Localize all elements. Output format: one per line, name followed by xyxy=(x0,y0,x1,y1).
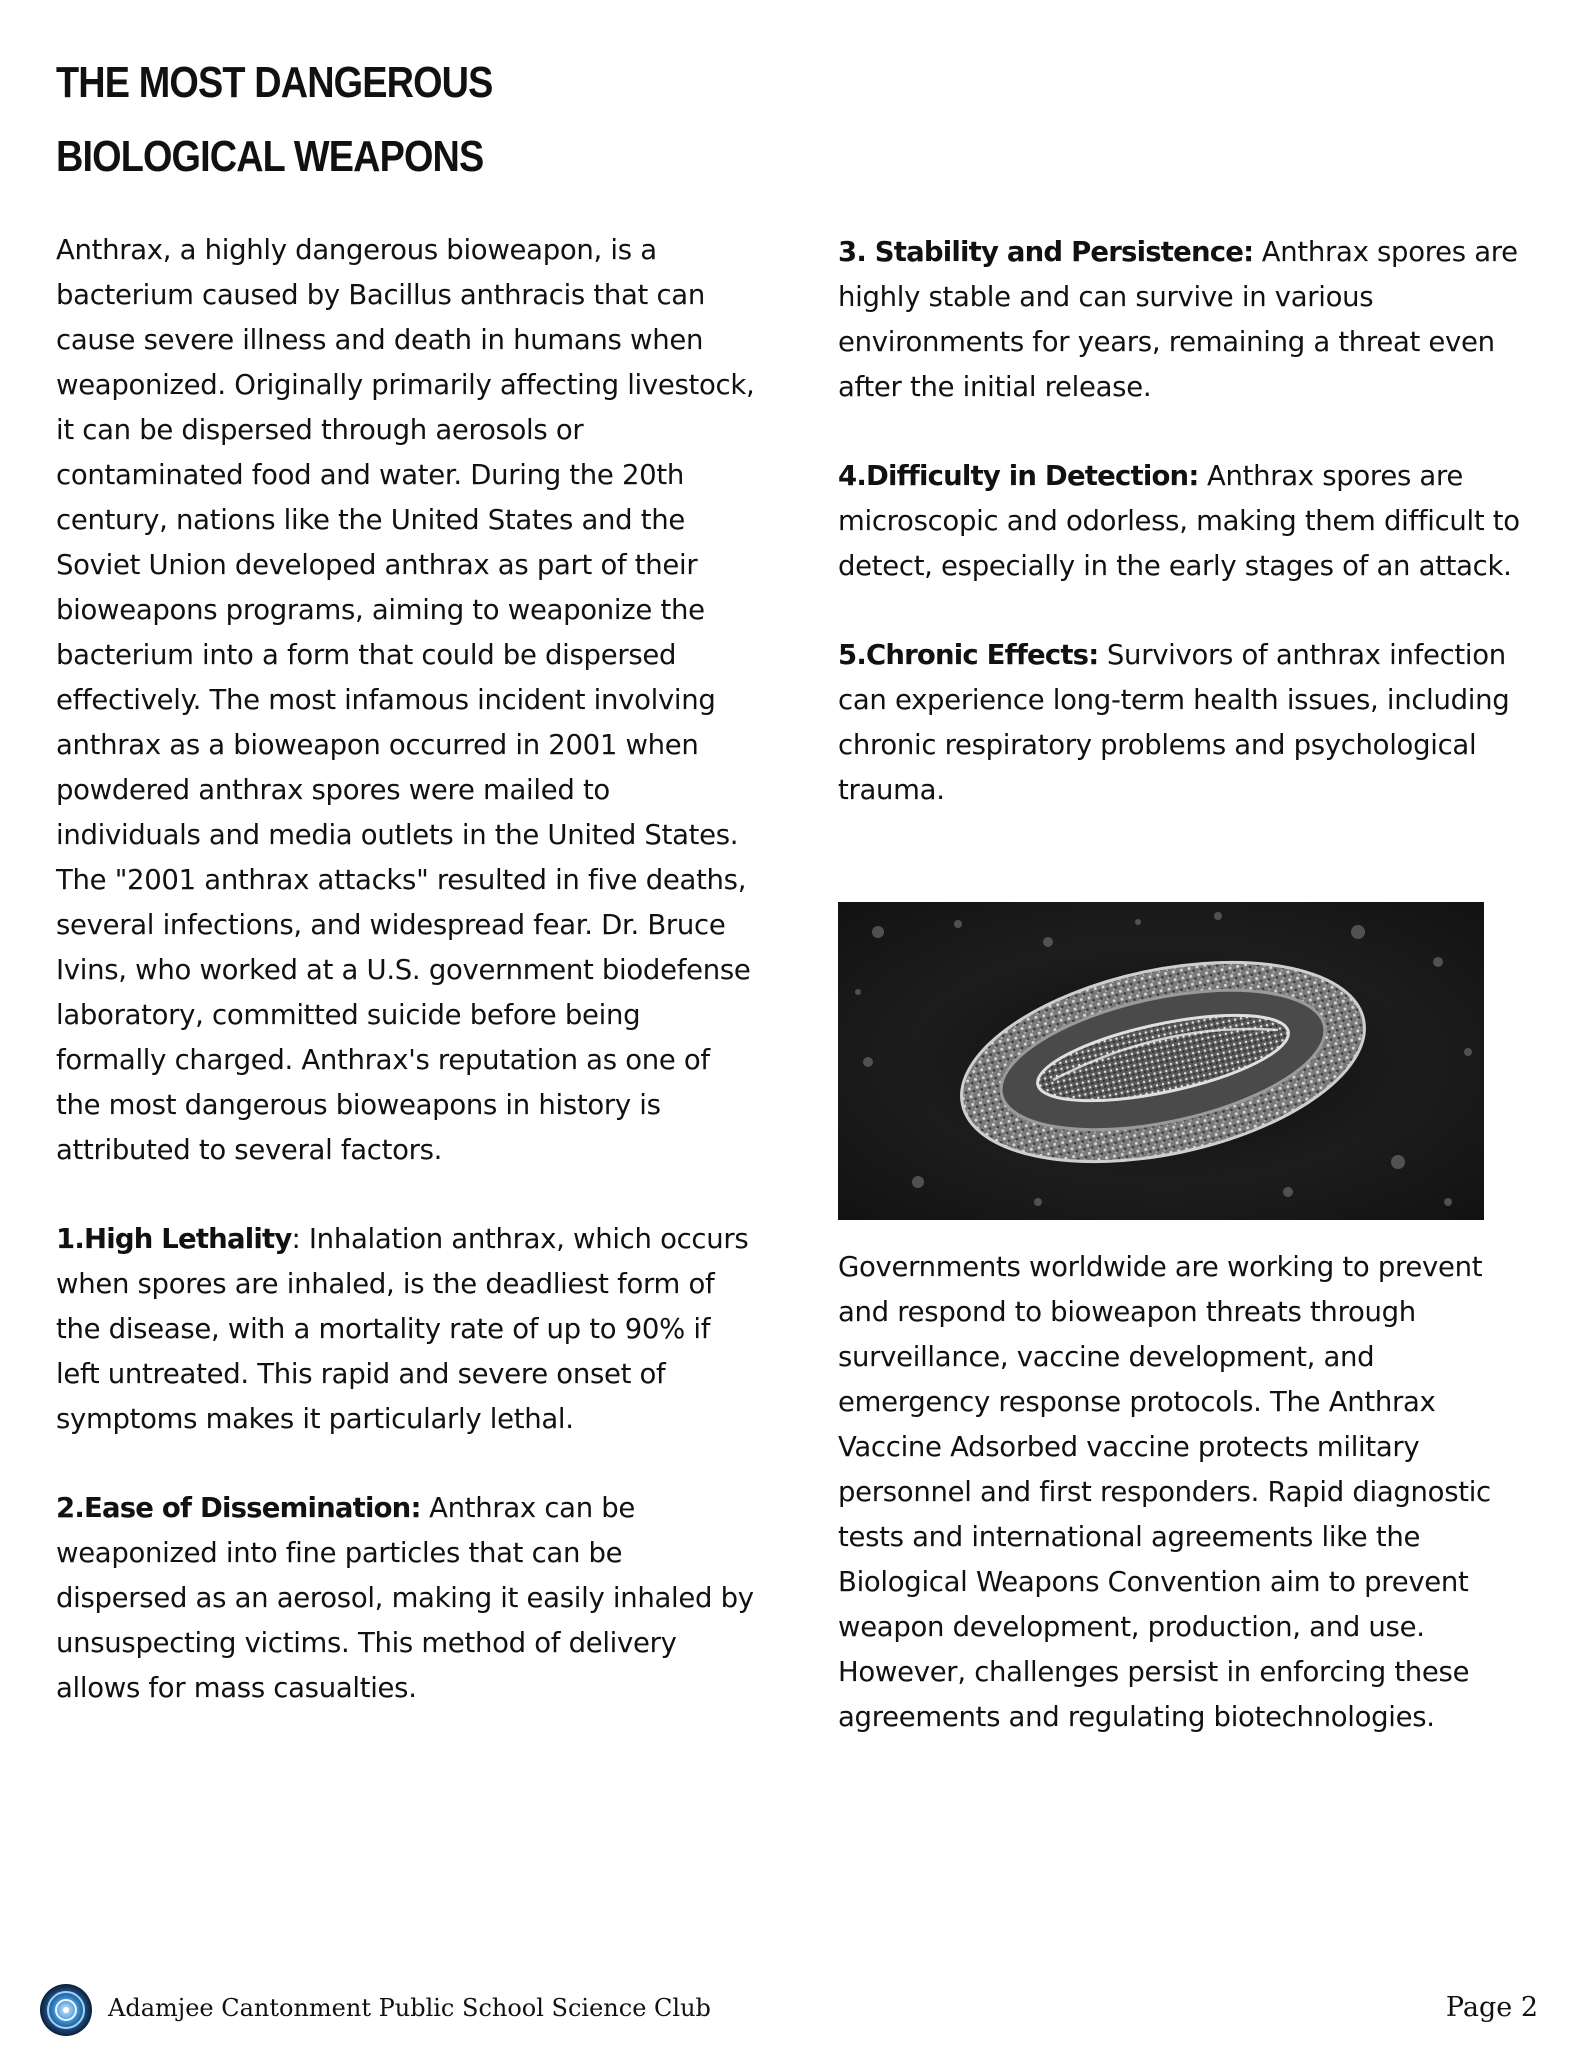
factor-text-1: Inhalation anthrax, which occurs when spores are inhaled, is the deadliest form of the disease, with a mortality rate of up to 90% if left untreated. This rapid and severe onset of symptoms makes it particularly lethal. xyxy=(56,1223,749,1435)
conclusion-paragraph: Governments worldwide are working to prevent and respond to bioweapon threats through surveillance, vaccine development, and emergency response protocols. The Anthrax Vaccine Adsorbed vaccine protects military personnel and first responders. Rapid diagnostic tests and international agreements like the Biological Weapons Convention aim to prevent weapon development, production, and use. However, challenges persist in enforcing these agreements and regulating biotechnologies. xyxy=(838,1251,1491,1733)
page-title xyxy=(56,46,658,194)
page-footer xyxy=(38,1982,1538,2032)
factor-text-2: Anthrax can be weaponized into fine particles that can be dispersed as an aerosol, making it easily inhaled by unsuspecting victims. This method of delivery allows for mass casualties. xyxy=(56,1492,754,1704)
factor-separator-2 xyxy=(421,1492,429,1524)
factor-paragraph-4 xyxy=(838,454,1528,589)
factor-text-4: Anthrax spores are microscopic and odorless, making them difficult to detect, especially in the early stages of an attack. xyxy=(838,460,1520,582)
page-title-line-1: THE MOST DANGEROUS xyxy=(56,58,493,107)
factor-heading-3: 3. Stability and Persistence: xyxy=(838,236,1254,268)
anthrax-micrograph xyxy=(838,902,1484,1220)
right-column-bottom xyxy=(838,1245,1528,1784)
factor-separator-4 xyxy=(1199,460,1207,492)
factor-separator-5 xyxy=(1098,639,1106,671)
anthrax-bacterium-micrograph-icon xyxy=(838,902,1484,1220)
factor-paragraph-1 xyxy=(56,1217,756,1442)
factor-paragraph-2 xyxy=(56,1486,756,1711)
factor-paragraph-5 xyxy=(838,633,1528,813)
science-club-logo-icon xyxy=(38,1982,94,2038)
factor-text-3: Anthrax spores are highly stable and can survive in various environments for years, remaining a threat even after the initial release. xyxy=(838,236,1518,403)
factor-separator-1: : xyxy=(291,1223,309,1255)
factor-heading-2: 2.Ease of Dissemination: xyxy=(56,1492,421,1524)
page-number: Page 2 xyxy=(1445,1992,1538,2023)
intro-paragraph: Anthrax, a highly dangerous bioweapon, is a bacterium caused by Bacillus anthracis that can cause severe illness and death in humans when weaponized. Originally primarily affecting livestock, it can be dispersed through aerosols or contaminated food and water. During the 20th century, nations like the United States and the Soviet Union developed anthrax as part of their bioweapons programs, aiming to weaponize the bacterium into a form that could be dispersed effectively. The most infamous incident involving anthrax as a bioweapon occurred in 2001 when powdered anthrax spores were mailed to individuals and media outlets in the United States. The "2001 anthrax attacks" resulted in five deaths, several infections, and widespread fear. Dr. Bruce Ivins, who worked at a U.S. government biodefense laboratory, committed suicide before being formally charged. Anthrax's reputation as one of the most dangerous bioweapons in history is attributed to several factors. xyxy=(56,234,755,1166)
factor-separator-3 xyxy=(1253,236,1261,268)
page-title-line-2: BIOLOGICAL WEAPONS xyxy=(56,132,484,181)
factor-heading-4: 4.Difficulty in Detection: xyxy=(838,460,1199,492)
factor-heading-5: 5.Chronic Effects: xyxy=(838,639,1099,671)
factor-paragraph-3 xyxy=(838,230,1528,410)
left-column xyxy=(56,228,756,1755)
right-column xyxy=(838,230,1528,857)
factor-text-5: Survivors of anthrax infection can experience long-term health issues, including chronic respiratory problems and psychological trauma. xyxy=(838,639,1510,806)
factor-heading-1: 1.High Lethality xyxy=(56,1223,292,1255)
footer-organization: Adamjee Cantonment Public School Science Club xyxy=(108,1994,711,2022)
